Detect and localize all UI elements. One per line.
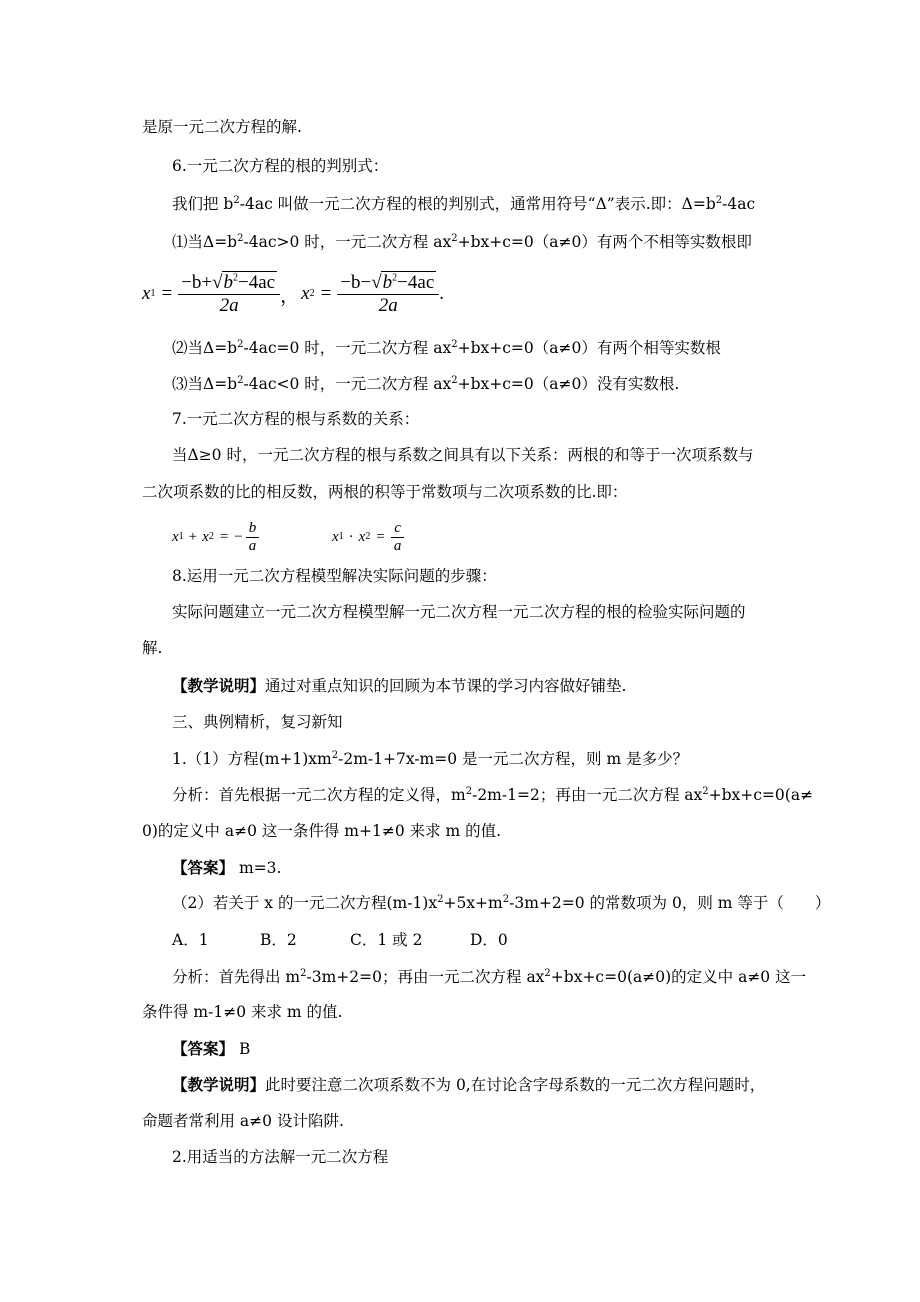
section-heading-3: 三、典例精析，复习新知 <box>172 713 343 731</box>
problem-1-2: （2）若关于 x 的一元二次方程$(m-1)x^2+5x+m^2-3m+2=0$ 的常数项为 0，则 m 等于（ ） <box>172 893 831 912</box>
choices-row <box>172 929 508 951</box>
text-line: 是原一元二次方程的解. <box>142 118 302 136</box>
text-line: 命题者常利用 a≠0 设计陷阱. <box>142 1112 344 1130</box>
text-line: 解. <box>142 639 163 657</box>
section-heading-7: 7.一元二次方程的根与系数的关系： <box>172 410 420 428</box>
text-line: ⑵当$\Delta=b^2-4ac=0$ 时，一元二次方程 $ax^2+bx+c=0(a\ne 0)$有两个相等实数根 <box>172 338 721 357</box>
analysis-line: 分析：首先根据一元二次方程的定义得，$m^2-2m-1=2$；再由一元二次方程 $ax^2+bx+c=0(a\ne$ <box>172 785 814 804</box>
teaching-note: 【教学说明】通过对重点知识的回顾为本节课的学习内容做好铺垫. <box>172 677 627 695</box>
section-heading-6: 6.一元二次方程的根的判别式： <box>172 157 389 175</box>
text-line: ⑴当$\Delta=b^2-4ac>0$ 时，一元二次方程 $ax^2+bx+c=0(a\ne 0)$有两个不相等实数根即 <box>172 232 752 251</box>
text-line: 当Δ≥0 时，一元二次方程的根与系数之间具有以下关系：两根的和等于一次项系数与 <box>172 446 754 464</box>
analysis-line: 分析：首先得出 $m^2-3m+2=0$；再由一元二次方程 $ax^2+bx+c=0(a\ne 0)$的定义中 a≠0 这一 <box>172 967 807 986</box>
vieta-sum-formula: x 1 + x 2 = − $\frac{b}{a}$ <box>172 514 259 560</box>
text-line: 0)的定义中 a≠0 这一条件得 m+1≠0 来求 m 的值. <box>142 822 502 840</box>
quadratic-formula: x 1 = $\frac{-b+√b^2-4ac}{2a}$ ， x 2 = $\frac{-b-√b^2-4ac}{2a}$ . <box>142 272 445 316</box>
choice-c: C．1 或 2 <box>350 931 423 949</box>
problem-1-1: 1.（1）方程$(m+1)xm^2-2m-1+7x-m=0$ 是一元二次方程，则 m 是多少？ <box>172 749 689 768</box>
choice-d: D．0 <box>470 931 508 949</box>
text-line: 条件得 m-1≠0 来求 m 的值. <box>142 1003 343 1021</box>
answer-2: 【答案】 B <box>172 1040 251 1058</box>
text-line: 我们把 $b^2-4ac$ 叫做一元二次方程的根的判别式，通常用符号“Δ”表示.即：$\Delta=b^2-4ac$ <box>172 194 756 213</box>
choice-b: B．2 <box>260 931 297 949</box>
answer-1: 【答案】 m=3. <box>172 859 282 877</box>
choice-a: A．1 <box>172 931 209 949</box>
text-line: 二次项系数的比的相反数，两根的积等于常数项与二次项系数的比.即： <box>142 483 628 501</box>
teaching-note: 【教学说明】此时要注意二次项系数不为 0,在讨论含字母系数的一元二次方程问题时， <box>172 1076 766 1094</box>
problem-2: 2.用适当的方法解一元二次方程 <box>172 1148 389 1166</box>
text-line: 实际问题建立一元二次方程模型解一元二次方程一元二次方程的根的检验实际问题的 <box>172 603 746 621</box>
section-heading-8: 8.运用一元二次方程模型解决实际问题的步骤： <box>172 567 497 585</box>
text-line: ⑶当$\Delta=b^2-4ac<0$ 时，一元二次方程 $ax^2+bx+c=0(a\ne 0)$没有实数根. <box>172 374 680 393</box>
vieta-product-formula: x 1 · x 2 = $\frac{c}{a}$ <box>332 514 404 560</box>
